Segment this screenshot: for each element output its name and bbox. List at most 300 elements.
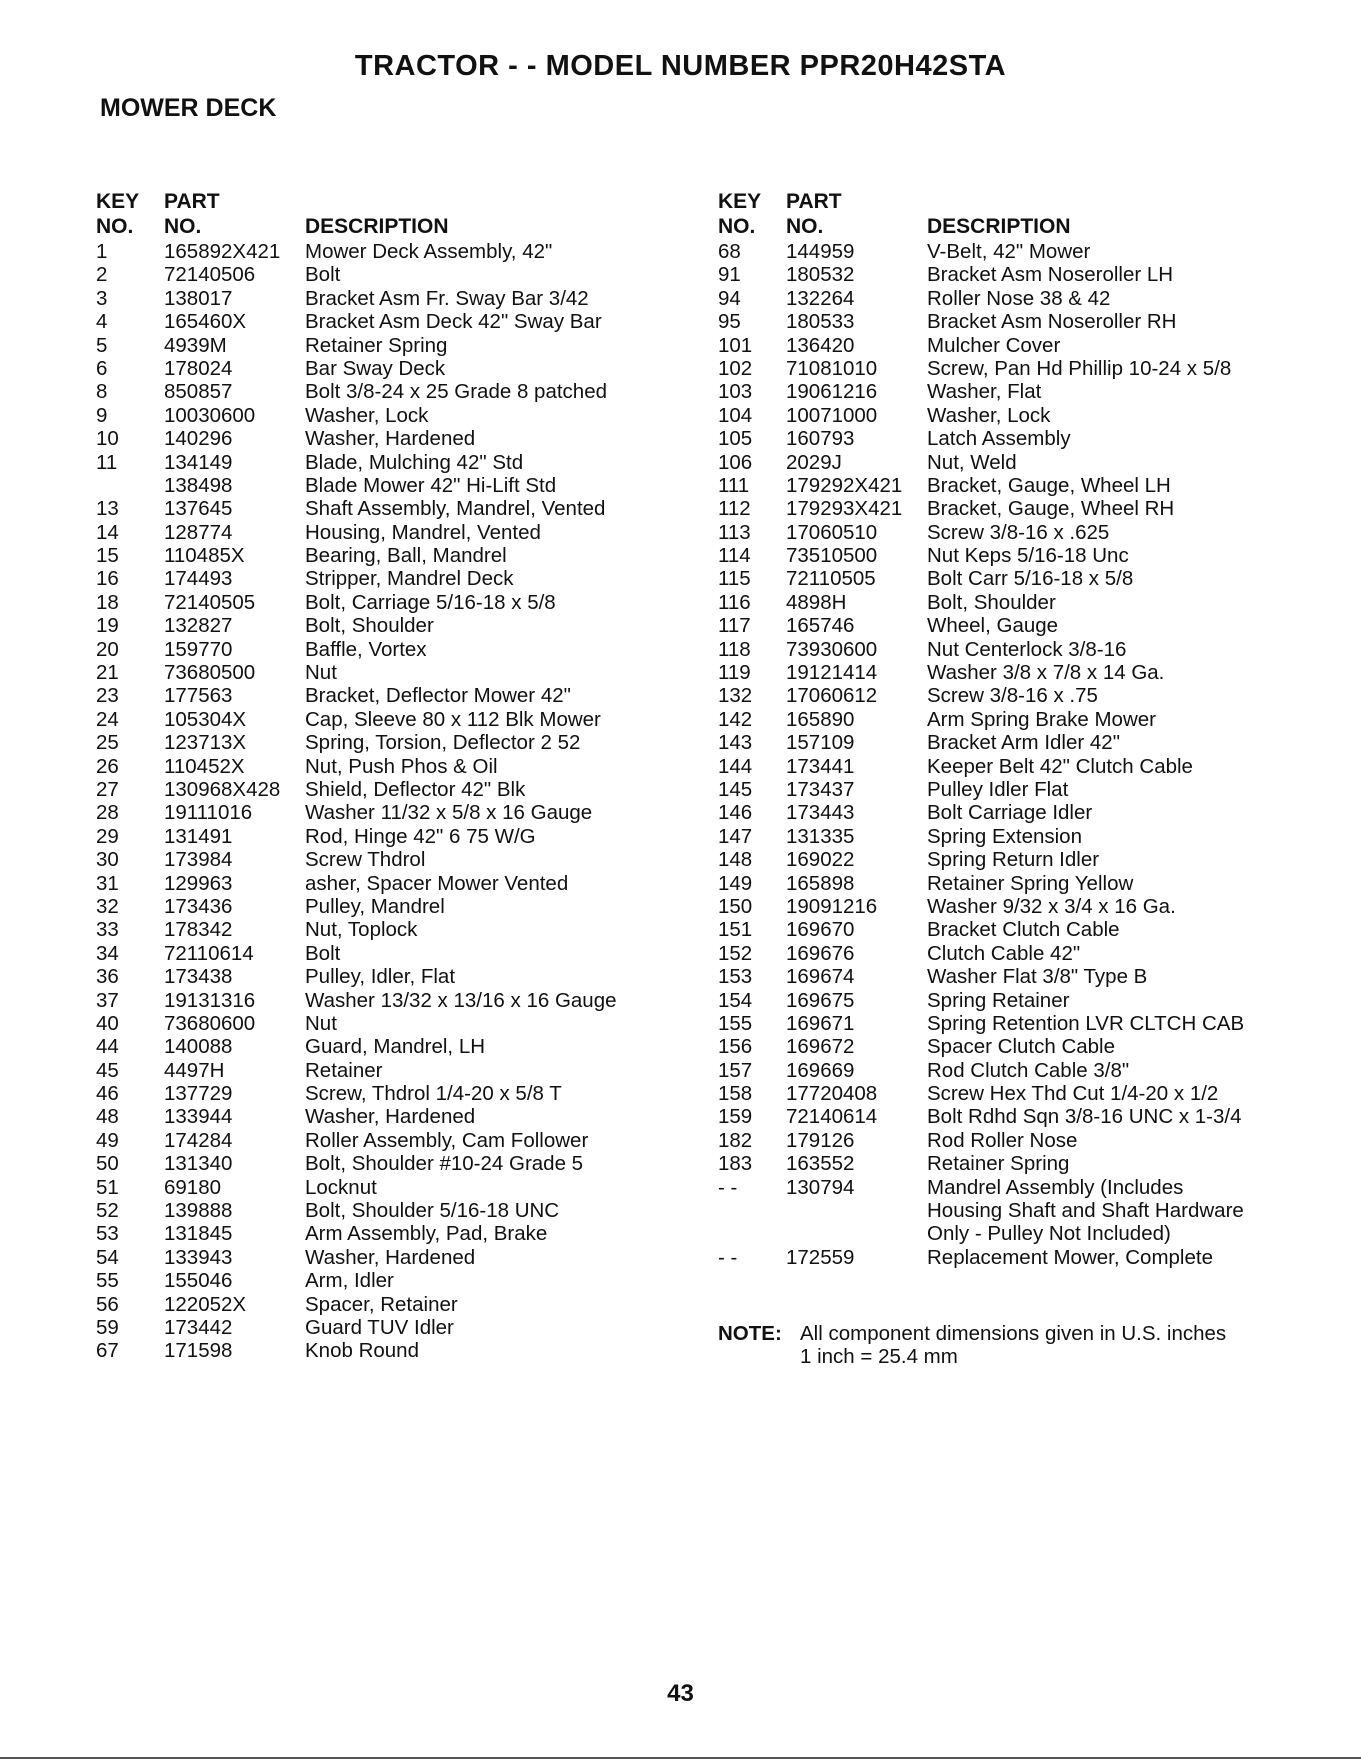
key-no: 113 bbox=[718, 520, 751, 544]
key-no: 9 bbox=[96, 403, 108, 427]
table-row bbox=[718, 1059, 1278, 1082]
description: Spacer, Retainer bbox=[305, 1292, 458, 1316]
key-no: 68 bbox=[718, 240, 741, 263]
description: Bolt, Shoulder bbox=[927, 590, 1056, 614]
key-no: 5 bbox=[96, 333, 108, 357]
key-no: 25 bbox=[96, 731, 119, 755]
description: Arm Assembly, Pad, Brake bbox=[305, 1222, 548, 1246]
key-no: 132 bbox=[718, 684, 753, 708]
part-no: 179293X421 bbox=[786, 497, 903, 521]
description: Bolt bbox=[305, 941, 341, 965]
part-no: 180532 bbox=[786, 263, 855, 287]
part-no: 157109 bbox=[786, 731, 855, 755]
table-row bbox=[718, 474, 1278, 497]
description: Mulcher Cover bbox=[927, 333, 1061, 357]
table-row bbox=[718, 404, 1278, 427]
key-no: - - bbox=[718, 1245, 738, 1269]
note-block bbox=[718, 1322, 1226, 1369]
key-no: 117 bbox=[718, 614, 751, 638]
part-no: 132264 bbox=[786, 286, 855, 310]
description: Cap, Sleeve 80 x 112 Blk Mower bbox=[305, 707, 601, 731]
description: Bolt Carr 5/16-18 x 5/8 bbox=[927, 567, 1134, 591]
table-row bbox=[96, 848, 656, 871]
part-no: 174493 bbox=[164, 567, 233, 591]
key-no: 14 bbox=[96, 520, 119, 544]
part-no-header: NO. bbox=[786, 215, 824, 238]
table-row bbox=[718, 521, 1278, 544]
part-no: 140088 bbox=[164, 1035, 233, 1059]
description: Screw 3/8-16 x .625 bbox=[927, 520, 1110, 544]
part-no: 131845 bbox=[164, 1222, 233, 1246]
key-no: 50 bbox=[96, 1152, 119, 1176]
description: Keeper Belt 42" Clutch Cable bbox=[927, 754, 1193, 778]
key-no: 182 bbox=[718, 1128, 753, 1152]
table-row bbox=[718, 825, 1278, 848]
key-no: 23 bbox=[96, 684, 119, 708]
key-no: 91 bbox=[718, 263, 741, 287]
part-no: 169676 bbox=[786, 941, 855, 965]
part-header: PART bbox=[164, 190, 220, 213]
part-no: 73680500 bbox=[164, 661, 256, 685]
key-no: 106 bbox=[718, 450, 753, 474]
description: Spring, Torsion, Deflector 2 52 bbox=[305, 731, 581, 755]
key-no: 27 bbox=[96, 777, 119, 801]
key-no: 158 bbox=[718, 1082, 753, 1106]
table-row bbox=[96, 1199, 656, 1222]
key-header: KEY bbox=[718, 190, 762, 213]
table-row bbox=[718, 1222, 1278, 1245]
description: Bolt Rdhd Sqn 3/8-16 UNC x 1-3/4 bbox=[927, 1105, 1242, 1129]
key-no: 112 bbox=[718, 497, 751, 521]
description: Stripper, Mandrel Deck bbox=[305, 567, 514, 591]
key-no: 3 bbox=[96, 286, 108, 310]
part-no: 173436 bbox=[164, 894, 233, 918]
key-no: 145 bbox=[718, 777, 753, 801]
description: Washer, Lock bbox=[927, 403, 1051, 427]
part-no: 173438 bbox=[164, 965, 233, 989]
key-no: 149 bbox=[718, 871, 753, 895]
table-row bbox=[718, 684, 1278, 707]
key-no: 111 bbox=[718, 473, 750, 497]
description: asher, Spacer Mower Vented bbox=[305, 871, 569, 895]
description: Screw Thdrol bbox=[305, 848, 426, 872]
description: Nut bbox=[305, 1011, 337, 1035]
table-row bbox=[96, 1269, 656, 1292]
table-row bbox=[718, 942, 1278, 965]
description: Shield, Deflector 42" Blk bbox=[305, 777, 526, 801]
description: Washer, Hardened bbox=[305, 1245, 476, 1269]
part-no: 134149 bbox=[164, 450, 233, 474]
description: Bracket, Deflector Mower 42" bbox=[305, 684, 571, 708]
table-row bbox=[718, 801, 1278, 824]
key-no: 26 bbox=[96, 754, 119, 778]
part-no: 169671 bbox=[786, 1011, 855, 1035]
table-row bbox=[96, 1082, 656, 1105]
table-row bbox=[718, 895, 1278, 918]
description: Housing, Mandrel, Vented bbox=[305, 520, 541, 544]
description: Nut Centerlock 3/8-16 bbox=[927, 637, 1127, 661]
part-no: 71081010 bbox=[786, 356, 878, 380]
part-no: 171598 bbox=[164, 1339, 233, 1363]
table-row bbox=[96, 661, 656, 684]
table-row bbox=[718, 708, 1278, 731]
table-row bbox=[96, 638, 656, 661]
part-no: 160793 bbox=[786, 427, 855, 451]
key-no: 156 bbox=[718, 1035, 753, 1059]
part-no: 4939M bbox=[164, 333, 227, 357]
part-no: 19131316 bbox=[164, 988, 256, 1012]
key-no: - - bbox=[718, 1175, 738, 1199]
table-row bbox=[96, 1246, 656, 1269]
part-no: 174284 bbox=[164, 1128, 233, 1152]
table-row bbox=[718, 755, 1278, 778]
table-row bbox=[96, 591, 656, 614]
key-no: 45 bbox=[96, 1058, 119, 1082]
part-no: 169670 bbox=[786, 918, 855, 942]
part-no: 178342 bbox=[164, 918, 233, 942]
parts-rows bbox=[96, 240, 656, 1363]
description: Nut, Weld bbox=[927, 450, 1017, 474]
table-row bbox=[96, 918, 656, 941]
description: Blade, Mulching 42" Std bbox=[305, 450, 524, 474]
key-no: 28 bbox=[96, 801, 119, 825]
part-no: 131335 bbox=[786, 824, 855, 848]
key-no: 40 bbox=[96, 1011, 119, 1035]
description: Retainer bbox=[305, 1058, 383, 1082]
part-no: 19061216 bbox=[786, 380, 878, 404]
description: Bolt 3/8-24 x 25 Grade 8 patched bbox=[305, 380, 608, 404]
description: Spring Return Idler bbox=[927, 848, 1100, 872]
key-no: 147 bbox=[718, 824, 753, 848]
description: Nut Keps 5/16-18 Unc bbox=[927, 544, 1129, 568]
table-row bbox=[96, 1035, 656, 1058]
table-row bbox=[96, 1152, 656, 1175]
table-row bbox=[718, 614, 1278, 637]
key-no: 36 bbox=[96, 965, 119, 989]
table-row bbox=[718, 872, 1278, 895]
table-row bbox=[718, 240, 1278, 263]
description: Rod Clutch Cable 3/8" bbox=[927, 1058, 1130, 1082]
part-no: 2029J bbox=[786, 450, 842, 474]
description: Nut bbox=[305, 661, 337, 685]
part-header: PART bbox=[786, 190, 842, 213]
table-row bbox=[96, 778, 656, 801]
key-no: 146 bbox=[718, 801, 753, 825]
table-row bbox=[718, 310, 1278, 333]
key-no: 4 bbox=[96, 310, 108, 334]
key-no: 37 bbox=[96, 988, 119, 1012]
description: Knob Round bbox=[305, 1339, 419, 1363]
table-row bbox=[718, 661, 1278, 684]
key-no: 95 bbox=[718, 310, 741, 334]
key-no: 18 bbox=[96, 590, 119, 614]
key-no: 142 bbox=[718, 707, 753, 731]
part-no: 144959 bbox=[786, 240, 855, 263]
description: Retainer Spring bbox=[927, 1152, 1070, 1176]
description: Bolt, Carriage 5/16-18 x 5/8 bbox=[305, 590, 556, 614]
table-row bbox=[718, 451, 1278, 474]
part-no: 4898H bbox=[786, 590, 847, 614]
description: Locknut bbox=[305, 1175, 377, 1199]
part-no: 72140614 bbox=[786, 1105, 878, 1129]
key-no: 151 bbox=[718, 918, 753, 942]
part-no: 73680600 bbox=[164, 1011, 256, 1035]
part-no: 179292X421 bbox=[786, 473, 903, 497]
description: Guard TUV Idler bbox=[305, 1315, 454, 1339]
part-no: 850857 bbox=[164, 380, 233, 404]
key-no: 6 bbox=[96, 356, 108, 380]
part-no: 72140505 bbox=[164, 590, 256, 614]
table-row bbox=[96, 684, 656, 707]
description: Washer 11/32 x 5/8 x 16 Gauge bbox=[305, 801, 593, 825]
part-no: 163552 bbox=[786, 1152, 855, 1176]
key-no: 55 bbox=[96, 1269, 119, 1293]
description: Bracket Asm Noseroller RH bbox=[927, 310, 1177, 334]
table-row bbox=[96, 1059, 656, 1082]
part-no: 133943 bbox=[164, 1245, 233, 1269]
description: Nut, Push Phos & Oil bbox=[305, 754, 498, 778]
key-no: 44 bbox=[96, 1035, 119, 1059]
table-row bbox=[96, 989, 656, 1012]
key-no: 31 bbox=[96, 871, 119, 895]
key-no: 114 bbox=[718, 544, 751, 568]
description: V-Belt, 42" Mower bbox=[927, 240, 1091, 263]
part-no: 139888 bbox=[164, 1199, 233, 1223]
parts-list-right bbox=[718, 190, 1278, 1269]
key-no: 20 bbox=[96, 637, 119, 661]
description: Rod Roller Nose bbox=[927, 1128, 1078, 1152]
description: Guard, Mandrel, LH bbox=[305, 1035, 486, 1059]
table-row bbox=[96, 801, 656, 824]
key-no: 49 bbox=[96, 1128, 119, 1152]
table-row bbox=[718, 1246, 1278, 1269]
key-no: 157 bbox=[718, 1058, 753, 1082]
table-row bbox=[96, 521, 656, 544]
description: Latch Assembly bbox=[927, 427, 1071, 451]
description: Shaft Assembly, Mandrel, Vented bbox=[305, 497, 606, 521]
part-no: 129963 bbox=[164, 871, 233, 895]
key-no: 150 bbox=[718, 894, 753, 918]
part-no: 165890 bbox=[786, 707, 855, 731]
description: Blade Mower 42" Hi-Lift Std bbox=[305, 473, 557, 497]
part-no: 177563 bbox=[164, 684, 233, 708]
key-no: 21 bbox=[96, 661, 119, 685]
table-row bbox=[718, 1129, 1278, 1152]
description: Housing Shaft and Shaft Hardware bbox=[927, 1199, 1244, 1223]
table-row bbox=[96, 1129, 656, 1152]
description: Washer 9/32 x 3/4 x 16 Ga. bbox=[927, 894, 1176, 918]
table-row bbox=[718, 918, 1278, 941]
description: Pulley, Mandrel bbox=[305, 894, 445, 918]
table-row bbox=[718, 731, 1278, 754]
key-no: 119 bbox=[718, 661, 751, 685]
part-no: 180533 bbox=[786, 310, 855, 334]
part-no: 73510500 bbox=[786, 544, 878, 568]
part-no: 136420 bbox=[786, 333, 855, 357]
part-no: 131491 bbox=[164, 824, 233, 848]
description: Bolt bbox=[305, 263, 341, 287]
description: Bracket Arm Idler 42" bbox=[927, 731, 1120, 755]
description: Bolt, Shoulder bbox=[305, 614, 434, 638]
key-no: 10 bbox=[96, 427, 119, 451]
key-no: 67 bbox=[96, 1339, 119, 1363]
parts-rows bbox=[718, 240, 1278, 1269]
part-no: 128774 bbox=[164, 520, 233, 544]
description: Screw Hex Thd Cut 1/4-20 x 1/2 bbox=[927, 1082, 1219, 1106]
part-no: 169672 bbox=[786, 1035, 855, 1059]
table-row bbox=[96, 755, 656, 778]
table-row bbox=[96, 942, 656, 965]
key-no: 15 bbox=[96, 544, 119, 568]
table-row bbox=[718, 427, 1278, 450]
key-no: 8 bbox=[96, 380, 108, 404]
table-row bbox=[96, 451, 656, 474]
table-row bbox=[96, 1293, 656, 1316]
description: Bracket Asm Noseroller LH bbox=[927, 263, 1174, 287]
part-no: 173437 bbox=[786, 777, 855, 801]
column-headers bbox=[718, 190, 1278, 240]
key-no: 103 bbox=[718, 380, 753, 404]
part-no: 72110505 bbox=[786, 567, 876, 591]
description: Screw 3/8-16 x .75 bbox=[927, 684, 1098, 708]
description: Bolt, Shoulder 5/16-18 UNC bbox=[305, 1199, 560, 1223]
part-no: 138498 bbox=[164, 473, 233, 497]
table-row bbox=[718, 567, 1278, 590]
note-line-2: 1 inch = 25.4 mm bbox=[800, 1345, 958, 1369]
description: Bracket Asm Deck 42" Sway Bar bbox=[305, 310, 602, 334]
table-row bbox=[96, 614, 656, 637]
description: Screw, Pan Hd Phillip 10-24 x 5/8 bbox=[927, 356, 1232, 380]
part-no: 137645 bbox=[164, 497, 233, 521]
part-no: 19111016 bbox=[164, 801, 253, 825]
description: Pulley, Idler, Flat bbox=[305, 965, 456, 989]
part-no: 110485X bbox=[164, 544, 245, 568]
description: Pulley Idler Flat bbox=[927, 777, 1069, 801]
description: Replacement Mower, Complete bbox=[927, 1245, 1213, 1269]
table-row bbox=[96, 1105, 656, 1128]
part-no: 69180 bbox=[164, 1175, 222, 1199]
description: Mandrel Assembly (Includes bbox=[927, 1175, 1184, 1199]
table-row bbox=[718, 1176, 1278, 1199]
part-no: 138017 bbox=[164, 286, 233, 310]
table-row bbox=[96, 310, 656, 333]
section-title: MOWER DECK bbox=[100, 94, 277, 122]
part-no: 179126 bbox=[786, 1128, 855, 1152]
part-no: 165892X421 bbox=[164, 240, 281, 263]
part-no: 130794 bbox=[786, 1175, 855, 1199]
table-row bbox=[718, 591, 1278, 614]
key-no: 19 bbox=[96, 614, 119, 638]
table-row bbox=[718, 334, 1278, 357]
description: Bracket, Gauge, Wheel RH bbox=[927, 497, 1175, 521]
description: Washer, Lock bbox=[305, 403, 429, 427]
table-row bbox=[718, 287, 1278, 310]
description: Nut, Toplock bbox=[305, 918, 418, 942]
part-no: 165898 bbox=[786, 871, 855, 895]
description: Roller Nose 38 & 42 bbox=[927, 286, 1111, 310]
part-no: 130968X428 bbox=[164, 777, 281, 801]
description: Screw, Thdrol 1/4-20 x 5/8 T bbox=[305, 1082, 562, 1106]
part-no: 173442 bbox=[164, 1315, 233, 1339]
table-row bbox=[718, 357, 1278, 380]
key-no: 155 bbox=[718, 1011, 753, 1035]
table-row bbox=[96, 474, 656, 497]
description: Roller Assembly, Cam Follower bbox=[305, 1128, 589, 1152]
key-no: 116 bbox=[718, 590, 751, 614]
key-no-header: NO. bbox=[718, 215, 756, 238]
table-row bbox=[718, 1152, 1278, 1175]
table-row bbox=[718, 1105, 1278, 1128]
key-no: 143 bbox=[718, 731, 753, 755]
description: Bracket Asm Fr. Sway Bar 3/42 bbox=[305, 286, 589, 310]
description: Retainer Spring bbox=[305, 333, 448, 357]
table-row bbox=[96, 427, 656, 450]
table-row bbox=[96, 544, 656, 567]
part-no: 173984 bbox=[164, 848, 233, 872]
table-row bbox=[718, 1082, 1278, 1105]
note-label: NOTE: bbox=[718, 1322, 782, 1345]
bottom-rule bbox=[0, 1757, 1361, 1759]
part-no: 72110614 bbox=[164, 941, 254, 965]
part-no: 165460X bbox=[164, 310, 247, 334]
description: Washer 13/32 x 13/16 x 16 Gauge bbox=[305, 988, 617, 1012]
part-no: 173443 bbox=[786, 801, 855, 825]
table-row bbox=[96, 825, 656, 848]
key-no: 16 bbox=[96, 567, 119, 591]
page-number: 43 bbox=[667, 1680, 694, 1707]
table-row bbox=[96, 497, 656, 520]
part-no: 165746 bbox=[786, 614, 855, 638]
part-no: 17720408 bbox=[786, 1082, 878, 1106]
table-row bbox=[96, 567, 656, 590]
description: Spring Retainer bbox=[927, 988, 1070, 1012]
part-no: 178024 bbox=[164, 356, 233, 380]
description: Washer, Flat bbox=[927, 380, 1042, 404]
part-no: 140296 bbox=[164, 427, 233, 451]
part-no: 105304X bbox=[164, 707, 247, 731]
part-no: 131340 bbox=[164, 1152, 233, 1176]
table-row bbox=[96, 240, 656, 263]
table-row bbox=[96, 287, 656, 310]
table-row bbox=[718, 497, 1278, 520]
part-no: 123713X bbox=[164, 731, 247, 755]
key-no-header: NO. bbox=[96, 215, 134, 238]
key-no: 101 bbox=[718, 333, 753, 357]
table-row bbox=[718, 778, 1278, 801]
part-no: 155046 bbox=[164, 1269, 233, 1293]
table-row bbox=[96, 334, 656, 357]
table-row bbox=[96, 1176, 656, 1199]
key-no: 183 bbox=[718, 1152, 753, 1176]
part-no: 10071000 bbox=[786, 403, 878, 427]
table-row bbox=[96, 404, 656, 427]
key-no: 152 bbox=[718, 941, 753, 965]
table-row bbox=[96, 380, 656, 403]
part-no: 19121414 bbox=[786, 661, 878, 685]
part-no: 169675 bbox=[786, 988, 855, 1012]
key-no: 13 bbox=[96, 497, 119, 521]
key-no: 33 bbox=[96, 918, 119, 942]
part-no: 169669 bbox=[786, 1058, 855, 1082]
description: Spring Retention LVR CLTCH CAB bbox=[927, 1011, 1245, 1035]
description: Bolt, Shoulder #10-24 Grade 5 bbox=[305, 1152, 584, 1176]
part-no: 159770 bbox=[164, 637, 233, 661]
part-no: 122052X bbox=[164, 1292, 247, 1316]
table-row bbox=[96, 872, 656, 895]
table-row bbox=[718, 848, 1278, 871]
key-no: 1 bbox=[96, 240, 108, 263]
page-title: TRACTOR - - MODEL NUMBER PPR20H42STA bbox=[354, 50, 1007, 82]
